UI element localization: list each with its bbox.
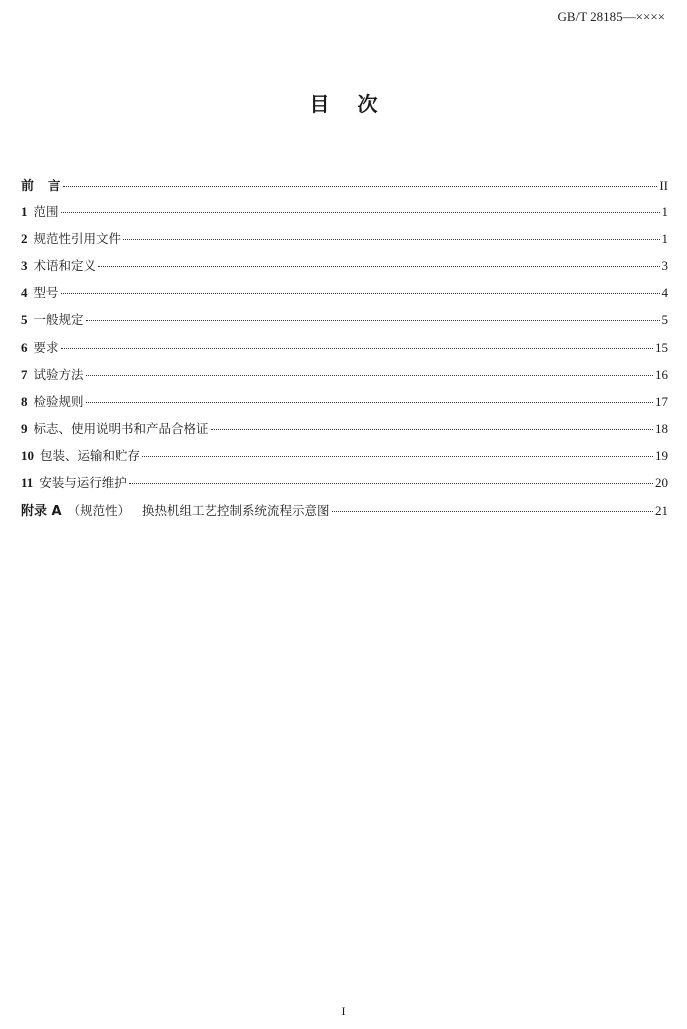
- toc-leader: [332, 511, 653, 512]
- toc-page: 18: [655, 420, 668, 436]
- toc-leader: [123, 239, 659, 240]
- toc-number: 1: [21, 204, 28, 220]
- toc-entry-normative-references[interactable]: [21, 229, 668, 256]
- toc-text: 要求: [33, 339, 59, 355]
- title-char-1: 目: [309, 92, 330, 116]
- toc-text: 型号: [33, 285, 59, 301]
- toc-page: 15: [655, 339, 668, 355]
- toc-number: 前: [21, 179, 35, 194]
- toc-label: [21, 365, 84, 383]
- toc-page: 1: [661, 204, 668, 220]
- toc-page: 5: [661, 312, 668, 328]
- toc-number: 3: [21, 258, 28, 274]
- toc-entry-terms[interactable]: [21, 256, 668, 283]
- toc-label: [21, 338, 59, 356]
- toc-number: 6: [21, 339, 28, 355]
- toc-text: 安装与运行维护: [39, 475, 127, 491]
- toc-entry-test-methods[interactable]: [21, 365, 668, 392]
- standard-code: GB/T 28185—××××: [557, 9, 665, 24]
- toc-entry-models[interactable]: [21, 283, 668, 310]
- toc-page: 3: [661, 258, 668, 274]
- toc-label: [21, 229, 121, 247]
- toc-label: [21, 256, 96, 274]
- toc-number: 附录 A: [21, 504, 62, 520]
- toc-leader: [61, 212, 660, 213]
- toc-page: 17: [655, 393, 668, 409]
- toc-label: [21, 175, 61, 194]
- toc-text: 规范性引用文件: [33, 231, 122, 247]
- toc-number: 8: [21, 393, 28, 409]
- toc-list: [21, 175, 668, 527]
- toc-page: 19: [655, 447, 668, 463]
- toc-page: 21: [655, 503, 668, 519]
- toc-entry-general-provisions[interactable]: [21, 310, 668, 337]
- toc-text: 包装、运输和贮存: [40, 447, 141, 463]
- toc-page: 16: [655, 366, 668, 382]
- toc-label: [21, 500, 330, 519]
- toc-entry-scope[interactable]: [21, 202, 668, 229]
- toc-label: [21, 392, 84, 410]
- toc-text: 范围: [33, 204, 59, 220]
- toc-leader: [129, 483, 653, 484]
- toc-number: 11: [21, 475, 34, 491]
- toc-number: 10: [21, 447, 34, 463]
- toc-leader: [86, 402, 653, 403]
- toc-label: [21, 473, 127, 491]
- toc-text: 试验方法: [33, 366, 84, 382]
- toc-page: II: [659, 178, 668, 193]
- title-char-2: 次: [357, 92, 378, 116]
- toc-entry-annex-a[interactable]: [21, 500, 668, 527]
- toc-entry-requirements[interactable]: [21, 338, 668, 365]
- toc-entry-foreword[interactable]: [21, 175, 668, 202]
- toc-label: [21, 283, 59, 301]
- toc-entry-inspection-rules[interactable]: [21, 392, 668, 419]
- toc-number: 2: [21, 231, 28, 247]
- toc-text: 一般规定: [33, 312, 84, 328]
- toc-entry-marking[interactable]: [21, 419, 668, 446]
- toc-label: [21, 202, 59, 220]
- toc-number: 9: [21, 420, 28, 436]
- toc-leader: [61, 348, 653, 349]
- toc-label: [21, 446, 140, 464]
- toc-text: 术语和定义: [33, 258, 97, 274]
- toc-text: 标志、使用说明书和产品合格证: [33, 420, 209, 436]
- toc-leader: [63, 186, 658, 187]
- page-title: [0, 88, 687, 117]
- toc-leader: [86, 320, 660, 321]
- toc-label: [21, 310, 84, 328]
- toc-number: 4: [21, 285, 28, 301]
- toc-leader: [211, 429, 653, 430]
- page-number: I: [341, 1004, 346, 1018]
- toc-text: （规范性） 换热机组工艺控制系统流程示意图: [67, 503, 330, 519]
- toc-entry-installation[interactable]: [21, 473, 668, 500]
- toc-label: [21, 419, 209, 437]
- toc-leader: [61, 293, 660, 294]
- toc-number: 5: [21, 312, 28, 328]
- toc-entry-packaging[interactable]: [21, 446, 668, 473]
- toc-number: 7: [21, 366, 28, 382]
- toc-text: 检验规则: [33, 393, 84, 409]
- toc-leader: [142, 456, 653, 457]
- toc-page: 20: [655, 475, 668, 491]
- toc-page: 1: [661, 231, 668, 247]
- toc-text: 言: [48, 178, 61, 193]
- toc-leader: [86, 375, 653, 376]
- toc-leader: [98, 266, 659, 267]
- toc-page: 4: [661, 285, 668, 301]
